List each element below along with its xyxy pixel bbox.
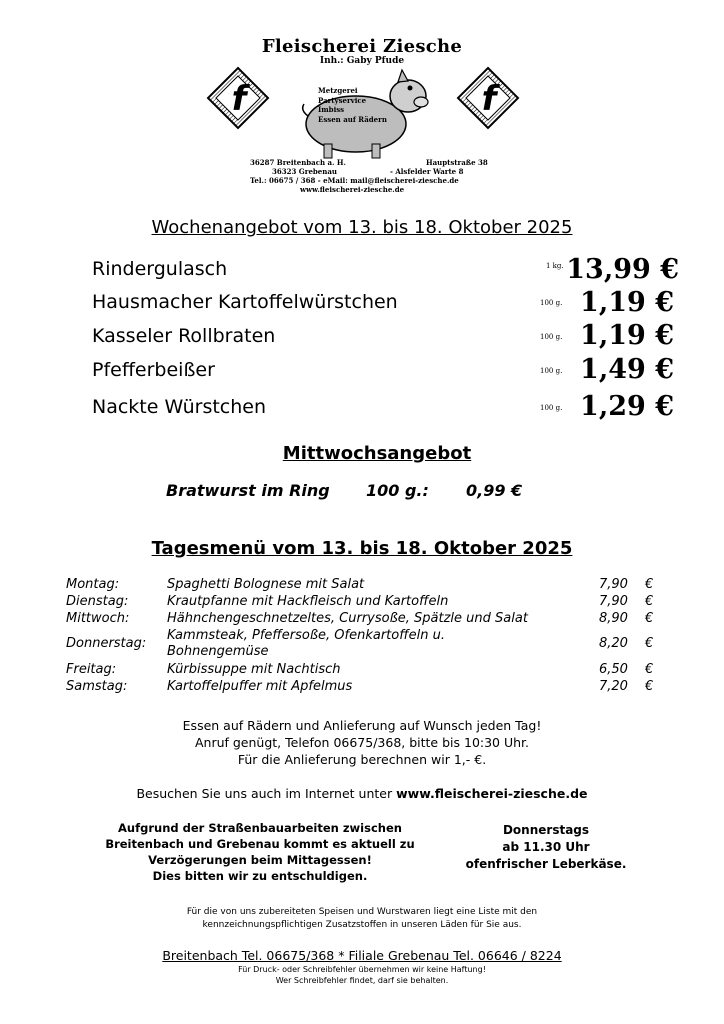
delivery-info-1: Essen auf Rädern und Anlieferung auf Wunsch jeden Tag! bbox=[182, 718, 542, 733]
menu-day: Donnerstag: bbox=[66, 636, 147, 651]
leberkaese-line: ab 11.30 Uhr bbox=[502, 840, 590, 854]
roadwork-line: Dies bitten wir zu entschuldigen. bbox=[152, 869, 368, 883]
offer-price: 13,99 € bbox=[566, 254, 679, 285]
disclaimer-line: Wer Schreibfehler findet, darf sie behalten. bbox=[275, 976, 449, 985]
offer-price: 1,29 € bbox=[580, 391, 674, 422]
menu-price: 8,90 bbox=[599, 611, 628, 626]
disclaimer-line: Für Druck- oder Schreibfehler übernehmen wir keine Haftung! bbox=[238, 965, 486, 974]
fleischer-logo-left bbox=[206, 66, 270, 130]
menu-day: Montag: bbox=[66, 577, 120, 592]
website-prefix: Besuchen Sie uns auch im Internet unter bbox=[136, 786, 397, 801]
roadwork-line: Breitenbach und Grebenau kommt es aktuell zu bbox=[105, 837, 415, 851]
menu-day: Dienstag: bbox=[66, 594, 129, 609]
footer-phones: Breitenbach Tel. 06675/368 * Filiale Grebenau Tel. 06646 / 8224 bbox=[162, 948, 562, 963]
leberkaese-line: ofenfrischer Leberkäse. bbox=[465, 857, 627, 871]
offer-name: Pfefferbeißer bbox=[92, 359, 215, 381]
daily-menu-title: Tagesmenü vom 13. bis 18. Oktober 2025 bbox=[151, 538, 573, 559]
website-link[interactable]: www.fleischerei-ziesche.de bbox=[396, 786, 588, 801]
menu-day: Freitag: bbox=[66, 662, 117, 677]
menu-price: 7,90 bbox=[599, 594, 628, 609]
offer-unit: 1 kg. bbox=[546, 262, 564, 270]
menu-currency: € bbox=[645, 594, 654, 609]
offer-name: Kasseler Rollbraten bbox=[92, 325, 276, 347]
menu-price: 8,20 bbox=[599, 636, 628, 651]
menu-day: Mittwoch: bbox=[66, 611, 130, 626]
service-item: Partyservice bbox=[318, 95, 367, 105]
menu-currency: € bbox=[645, 679, 654, 694]
offer-unit: 100 g. bbox=[540, 404, 563, 412]
wednesday-unit: 100 g.: bbox=[366, 481, 429, 500]
service-item: Imbiss bbox=[318, 105, 345, 114]
offer-name: Nackte Würstchen bbox=[92, 396, 267, 418]
fleischer-logo-right bbox=[456, 66, 520, 130]
weekly-offer-title: Wochenangebot vom 13. bis 18. Oktober 2025 bbox=[151, 217, 573, 238]
offer-unit: 100 g. bbox=[540, 367, 563, 375]
menu-currency: € bbox=[645, 662, 654, 677]
address-breitenbach: 36287 Breitenbach a. H. bbox=[250, 158, 346, 167]
services-list bbox=[318, 86, 387, 124]
wednesday-price: 0,99 € bbox=[466, 481, 523, 500]
menu-dish: Krautpfanne mit Hackfleisch und Kartoffeln bbox=[167, 594, 449, 609]
roadwork-line: Aufgrund der Straßenbauarbeiten zwischen bbox=[118, 821, 402, 835]
menu-currency: € bbox=[645, 636, 654, 651]
offer-unit: 100 g. bbox=[540, 333, 563, 341]
offer-price: 1,49 € bbox=[580, 354, 674, 385]
leberkaese-notice bbox=[456, 822, 636, 873]
logo-letter-right: f bbox=[481, 79, 497, 119]
menu-currency: € bbox=[645, 577, 654, 592]
address-grebenau-street: - Alsfelder Warte 8 bbox=[390, 167, 464, 176]
logo-letter-left: f bbox=[231, 79, 247, 119]
additives-notice bbox=[0, 906, 724, 932]
additives-line: Für die von uns zubereiteten Speisen und Wurstwaren liegt eine Liste mit den bbox=[186, 907, 538, 917]
roadwork-notice bbox=[100, 820, 420, 884]
menu-dish: Hähnchengeschnetzeltes, Currysoße, Spätzle und Salat bbox=[167, 611, 528, 626]
wednesday-offer bbox=[166, 481, 522, 500]
menu-price: 7,90 bbox=[599, 577, 628, 592]
offer-price: 1,19 € bbox=[580, 320, 674, 351]
menu-day: Samstag: bbox=[66, 679, 128, 694]
additives-line: kennzeichnungspflichtigen Zusatzstoffen in unseren Läden für Sie aus. bbox=[202, 920, 522, 930]
leberkaese-line: Donnerstags bbox=[502, 823, 590, 837]
roadwork-line: Verzögerungen beim Mittagessen! bbox=[148, 853, 372, 867]
offer-name: Hausmacher Kartoffelwürstchen bbox=[92, 291, 398, 313]
address-grebenau: 36323 Grebenau bbox=[272, 167, 337, 176]
website-line bbox=[0, 786, 724, 801]
menu-currency: € bbox=[645, 611, 654, 626]
service-item: Metzgerei bbox=[318, 86, 358, 95]
header-website: www.fleischerei-ziesche.de bbox=[300, 185, 405, 194]
menu-dish: Spaghetti Bolognese mit Salat bbox=[167, 577, 365, 592]
offer-name: Rindergulasch bbox=[92, 258, 228, 280]
menu-price: 6,50 bbox=[599, 662, 628, 677]
owner-line: Inh.: Gaby Pfude bbox=[319, 56, 405, 66]
menu-dish: Kammsteak, Pfeffersoße, Ofenkartoffeln u. Bohnengemüse bbox=[167, 628, 445, 659]
disclaimer bbox=[0, 964, 724, 986]
offer-price: 1,19 € bbox=[580, 287, 674, 318]
menu-price: 7,20 bbox=[599, 679, 628, 694]
wednesday-item: Bratwurst im Ring bbox=[166, 481, 330, 500]
wednesday-offer-title: Mittwochsangebot bbox=[282, 443, 472, 464]
menu-dish: Kartoffelpuffer mit Apfelmus bbox=[167, 679, 353, 694]
offer-unit: 100 g. bbox=[540, 299, 563, 307]
shop-name: Fleischerei Ziesche bbox=[261, 36, 463, 57]
delivery-info-2: Anruf genügt, Telefon 06675/368, bitte bis 10:30 Uhr. bbox=[194, 735, 530, 750]
menu-dish: Kürbissuppe mit Nachtisch bbox=[167, 662, 341, 677]
delivery-info-3: Für die Anlieferung berechnen wir 1,- €. bbox=[237, 752, 487, 767]
address-breitenbach-street: Hauptstraße 38 bbox=[426, 158, 488, 167]
service-item: Essen auf Rädern bbox=[318, 114, 387, 124]
contact-line: Tel.: 06675 / 368 - eMail: mail@fleischerei-ziesche.de bbox=[250, 176, 459, 185]
